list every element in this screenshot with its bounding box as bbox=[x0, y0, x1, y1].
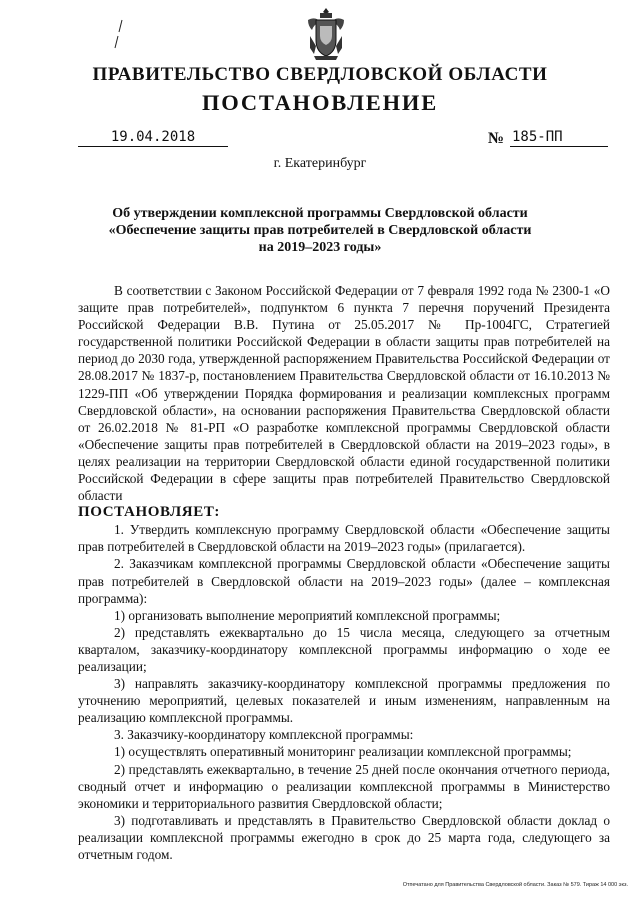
city: г. Екатеринбург bbox=[273, 156, 367, 171]
document-type: ПОСТАНОВЛЕНИЕ bbox=[202, 90, 438, 115]
number-sign: № bbox=[488, 130, 505, 147]
title-line: «Обеспечение защиты прав потребителей в Свердловской области bbox=[108, 223, 532, 238]
clause: 1. Утвердить комплексную программу Свердловской области «Обеспечение защиты прав потребителей в Свердловской области на 2019–2023 годы» (прилагается). bbox=[78, 522, 610, 555]
coat-of-arms-emblem bbox=[304, 6, 348, 64]
handwritten-mark bbox=[112, 18, 128, 50]
clause: 3) направлять заказчику-координатору комплексной программы предложения по уточнению мероприятий, целевых показателей и иным изменениям, направленным на реализацию комплексной программы. bbox=[78, 676, 610, 726]
decree-number: 185-ПП bbox=[510, 129, 608, 147]
government-name: ПРАВИТЕЛЬСТВО СВЕРДЛОВСКОЙ ОБЛАСТИ bbox=[92, 64, 548, 85]
document-body bbox=[78, 282, 610, 863]
resolves-heading: ПОСТАНОВЛЯЕТ: bbox=[78, 504, 221, 521]
print-footer: Отпечатано для Правительства Свердловской области. Заказ № 579. Тираж 14 000 экз. bbox=[402, 882, 628, 888]
decree-date: 19.04.2018 bbox=[78, 129, 228, 147]
clause: 2. Заказчикам комплексной программы Свердловской области «Обеспечение защиты прав потребителей в Свердловской области на 2019–2023 годы» (далее – комплексная программа): bbox=[78, 556, 610, 606]
title-line: на 2019–2023 годы» bbox=[258, 240, 382, 255]
clause: 1) организовать выполнение мероприятий комплексной программы; bbox=[114, 607, 501, 623]
preamble: В соответствии с Законом Российской Федерации от 7 февраля 1992 года № 2300-1 «О защите прав потребителей», подпунктом 6 пункта 7 перечня поручений Президента Российской Федерации В.В. Путина от 25.05.2017 № Пр-1004ГС, Стратегией государственной политики Российской Федерации в области защиты прав потребителей на период до 2030 года, утвержденной распоряжением Правительства Российской Федерации от 28.08.2017 № 1837-р, постановлением Правительства Свердловской области от 16.10.2013 № 1229-ПП «Об утверждении Порядка формирования и реализации комплексных программ Свердловской области», на основании распоряжения Правительства Свердловской области от 26.02.2018 № 81-РП «О разработке комплексной программы Свердловской области «Обеспечение защиты прав потребителей в Свердловской области на 2019–2023 годы», в целях реализации на территории Свердловской области единой государственной политики Российской Федерации в сфере защиты прав потребителей Правительство Свердловской области bbox=[78, 283, 610, 504]
title-line: Об утверждении комплексной программы Свердловской области bbox=[112, 206, 528, 221]
clause: 2) представлять ежеквартально, в течение 25 дней после окончания отчетного периода, сводный отчет и информацию о реализации комплексной программы в Министерство экономики и территориального развития Свердловской области; bbox=[78, 761, 610, 811]
clause: 3) подготавливать и представлять в Правительство Свердловской области доклад о реализации комплексной программы ежегодно в срок до 25 марта года, следующего за отчетным годом. bbox=[78, 812, 610, 862]
clause: 3. Заказчику-координатору комплексной программы: bbox=[114, 727, 414, 743]
document-title bbox=[95, 205, 545, 256]
clause: 2) представлять ежеквартально до 15 числа месяца, следующего за отчетным кварталом, заказчику-координатору комплексной программы информацию о ходе ее реализации; bbox=[78, 624, 610, 674]
clause: 1) осуществлять оперативный мониторинг реализации комплексной программы; bbox=[114, 744, 572, 760]
